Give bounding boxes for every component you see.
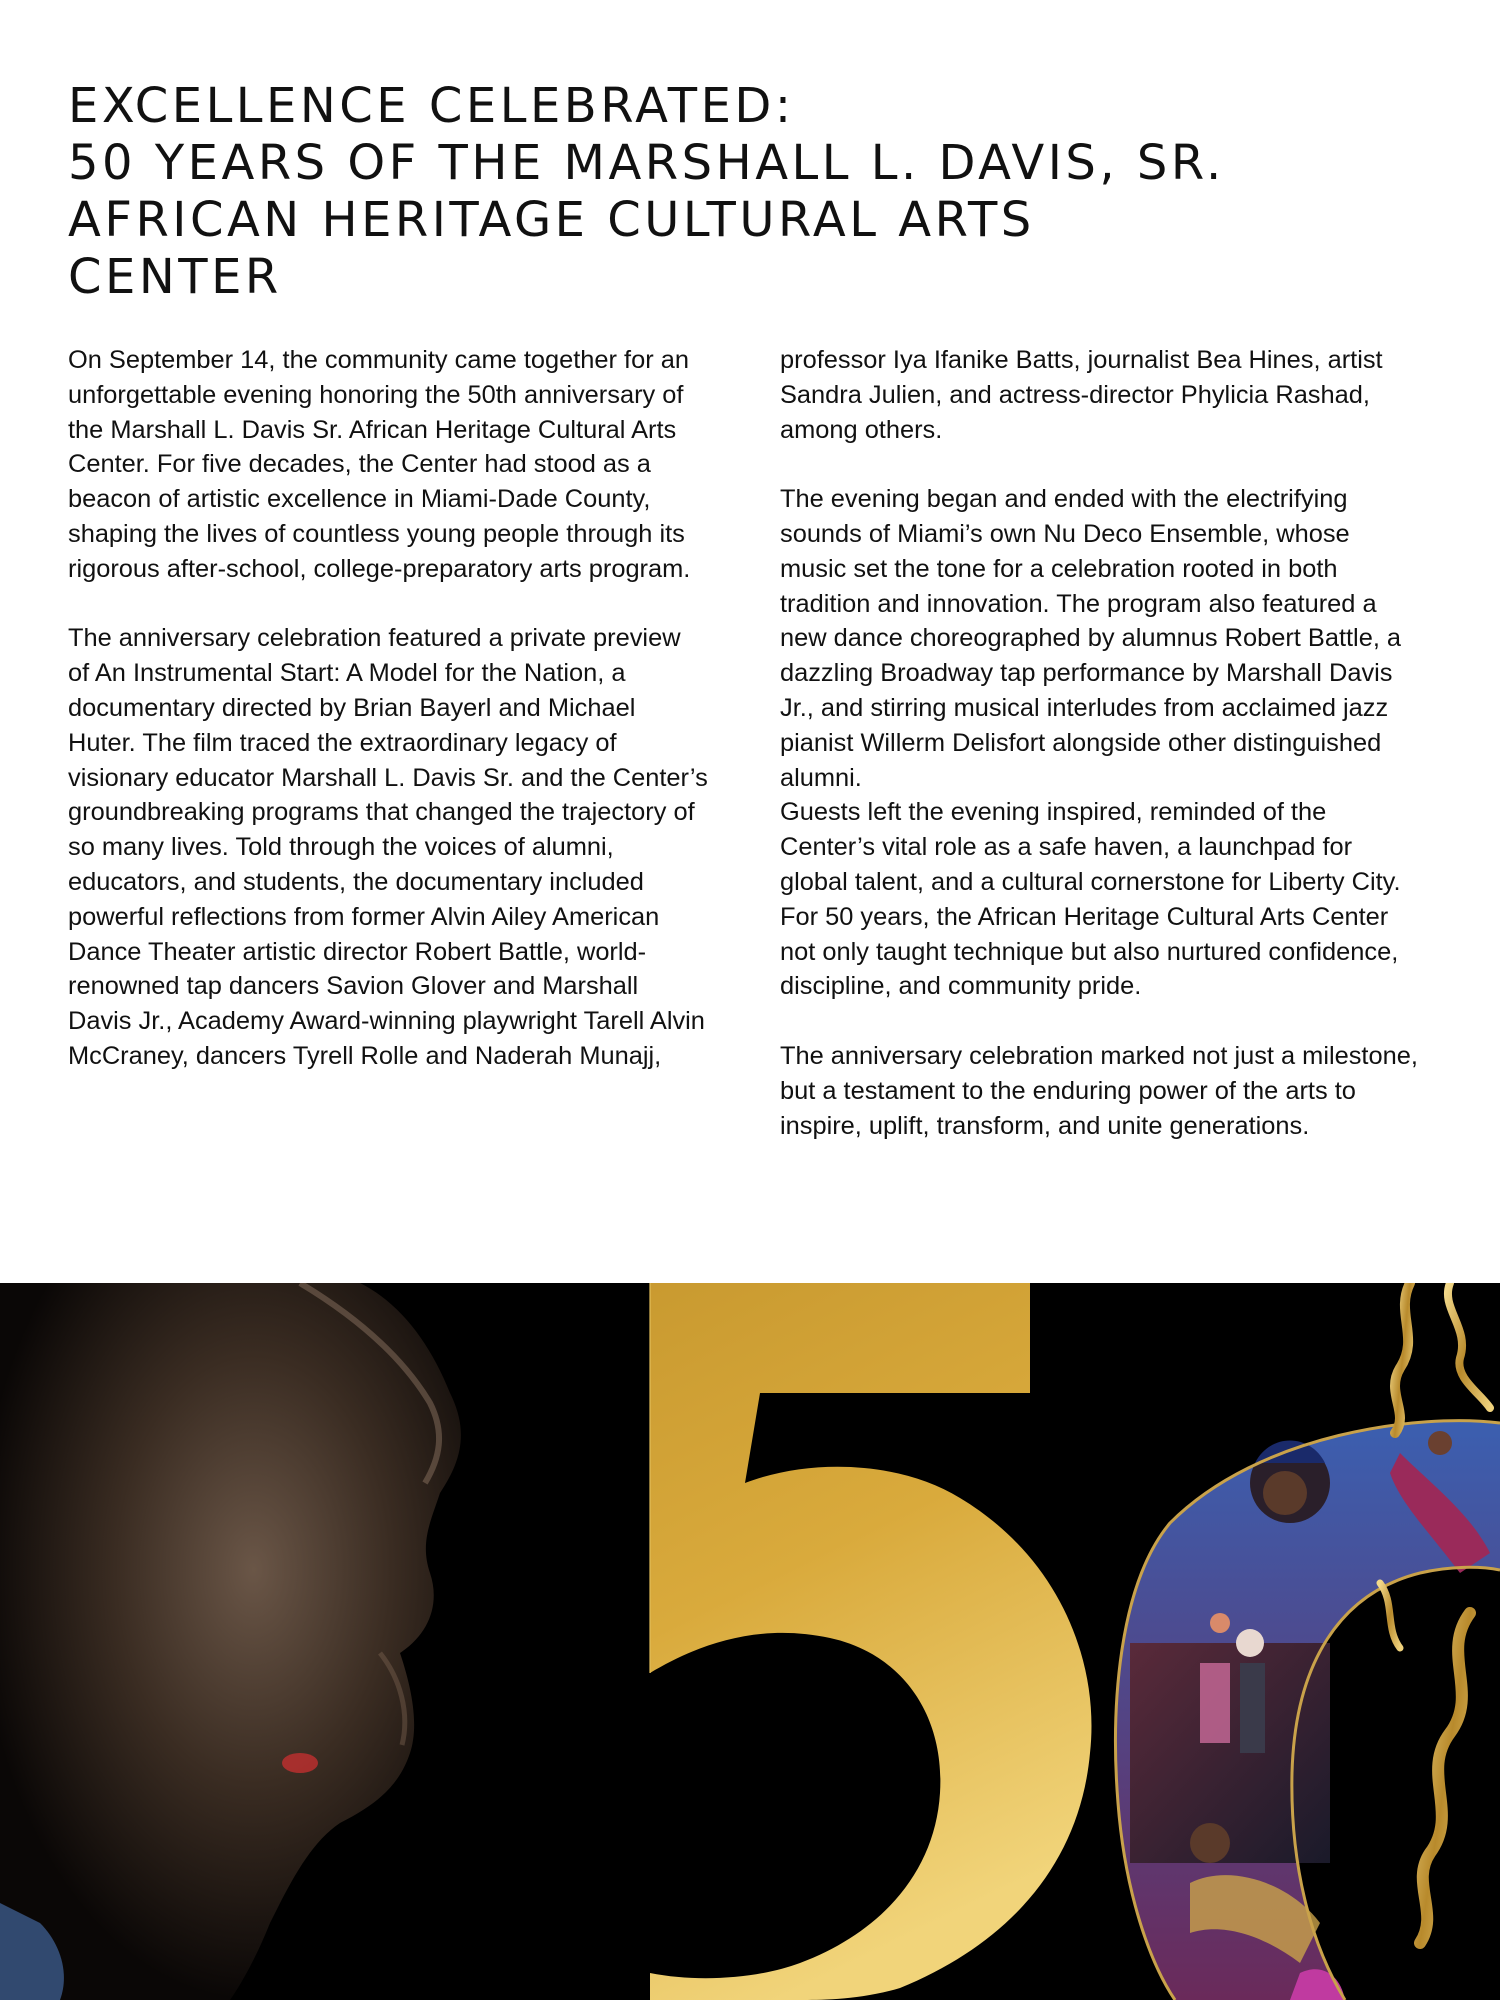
article-title: [68, 78, 1368, 306]
gold-numeral-five: [650, 1283, 1091, 2000]
face-silhouette: [0, 1283, 461, 2000]
photo-collage-zero: [1116, 1421, 1500, 2000]
paragraph-left-2: The anniversary celebration featured a private preview of An Instrumental Start: A Model for the Nation, a documentary directed by Brian Bayerl and Michael Huter. The film traced the extraordinary legacy of visionary educator Marshall L. Davis Sr. and the Center’s groundbreaking programs that changed the trajectory of so many lives. Told through the voices of alumni, educators, and students, the documentary included powerful reflections from former Alvin Ailey American Dance Theater artistic director Robert Battle, world-renowned tap dancers Savion Glover and Marshall Davis Jr., Academy Award-winning playwright Tarell Alvin McCraney, dancers Tyrell Rolle and Naderah Munajj,: [68, 624, 708, 1070]
article-column-left: [68, 343, 708, 1074]
title-line-3: AFRICAN HERITAGE CULTURAL ARTS: [68, 192, 1035, 248]
title-line-1: EXCELLENCE CELEBRATED:: [68, 78, 795, 134]
paragraph-right-4: The anniversary celebration marked not just a milestone, but a testament to the enduring power of the arts to inspire, uplift, transform, and unite generations.: [780, 1041, 1418, 1140]
title-line-4: CENTER: [68, 249, 282, 305]
anniversary-photo-illustration: [0, 1283, 1500, 2000]
paragraph-right-1: professor Iya Ifanike Batts, journalist Bea Hines, artist Sandra Julien, and actress-director Phylicia Rashad, among others.: [780, 346, 1383, 444]
article-column-right: [780, 343, 1420, 1143]
anniversary-photo-banner: [0, 1283, 1500, 2000]
title-line-2: 50 YEARS OF THE MARSHALL L. DAVIS, SR.: [68, 135, 1225, 191]
paragraph-right-2: The evening began and ended with the electrifying sounds of Miami’s own Nu Deco Ensemble, whose music set the tone for a celebration rooted in both tradition and innovation. The program also featured a new dance choreographed by alumnus Robert Battle, a dazzling Broadway tap performance by Marshall Davis Jr., and stirring musical interludes from acclaimed jazz pianist Willerm Delisfort alongside other distinguished alumni.: [780, 485, 1402, 792]
gold-ribbons: [1380, 1283, 1490, 1943]
paragraph-right-3: Guests left the evening inspired, reminded of the Center’s vital role as a safe haven, a launchpad for global talent, and a cultural cornerstone for Liberty City. For 50 years, the African Heritage Cultural Arts Center not only taught technique but also nurtured confidence, discipline, and community pride.: [780, 798, 1401, 1001]
paragraph-left-1: On September 14, the community came together for an unforgettable evening honoring the 50th anniversary of the Marshall L. Davis Sr. African Heritage Cultural Arts Center. For five decades, the Center had stood as a beacon of artistic excellence in Miami-Dade County, shaping the lives of countless young people through its rigorous after-school, college-preparatory arts program.: [68, 346, 691, 583]
